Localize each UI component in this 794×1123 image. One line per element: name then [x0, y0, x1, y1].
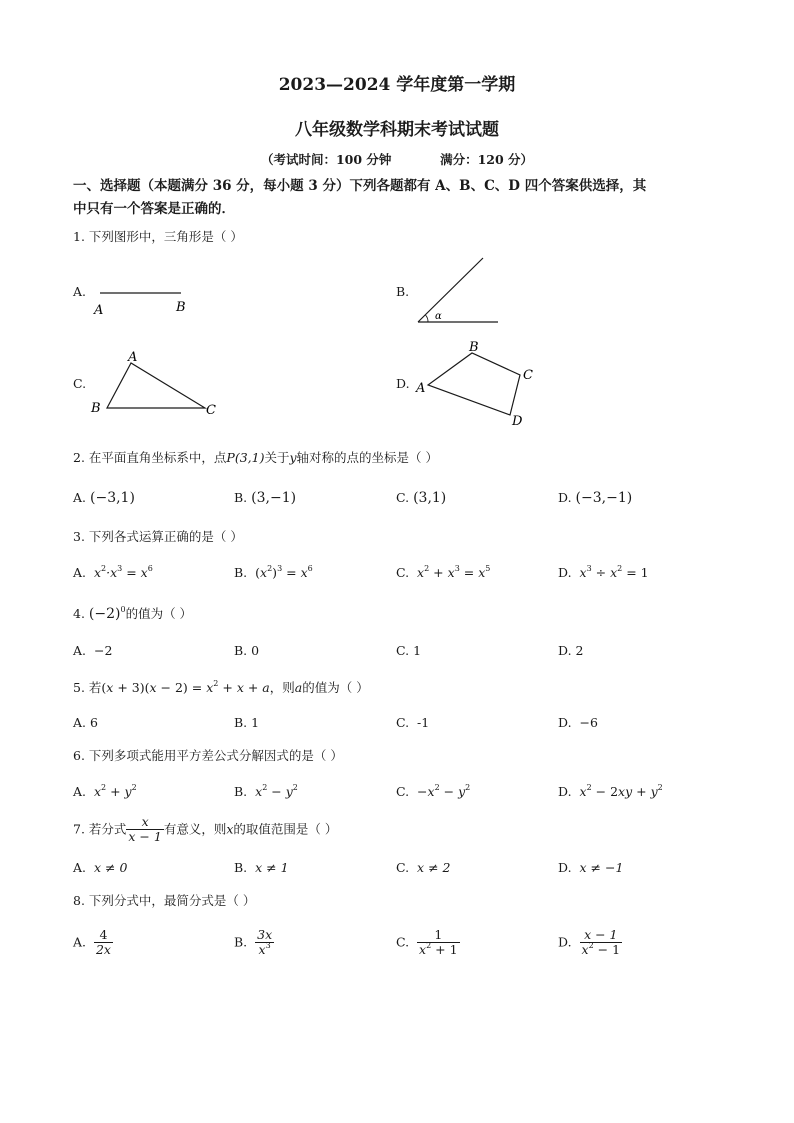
q6-option-a — [73, 784, 137, 799]
option-fraction — [580, 928, 623, 958]
option-math: $(x^2)^3 = x^6$ — [255, 564, 313, 580]
q5-option-d — [558, 715, 598, 730]
option-label: B. — [234, 715, 248, 730]
svg-text:B: B — [469, 340, 479, 355]
option-text: -1 — [417, 715, 430, 730]
q5-stem-prefix: 5. 若 — [73, 680, 102, 695]
q2-stem — [73, 448, 438, 466]
q1-option-c-label: C. — [73, 376, 87, 391]
option-label: A. — [73, 490, 87, 505]
q8-option-d — [558, 928, 622, 958]
q1-figure-quadrilateral — [412, 337, 542, 429]
fraction-denominator: $x^2 - 1$ — [581, 941, 621, 958]
exam-time: （考试时间：100 分钟 — [260, 152, 392, 167]
q8-stem: 8. 下列分式中，最简分式是（ ） — [73, 893, 256, 908]
q7-stem-mid: 有意义，则 — [163, 821, 227, 837]
q1-figure-triangle — [88, 348, 220, 420]
option-label: B. — [234, 565, 248, 580]
q3-option-a — [73, 565, 153, 580]
q8-option-a — [73, 928, 113, 958]
option-label: A. — [73, 784, 87, 799]
q5-stem-end: 的值为（ ） — [302, 680, 369, 695]
q6-option-d — [558, 784, 663, 799]
section-heading-line1: 一、选择题（本题满分 36 分，每小题 3 分）下列各题都有 A、B、C、D 四个答案供选择，其 — [73, 178, 647, 194]
option-text: x ≠ −1 — [579, 860, 624, 875]
q4-option-b — [234, 643, 259, 658]
option-text: (−3,1) — [90, 490, 135, 506]
option-text: (−3,−1) — [575, 490, 633, 506]
q3-stem: 3. 下列各式运算正确的是（ ） — [73, 529, 243, 544]
option-label: B. — [234, 784, 248, 799]
option-text: −6 — [579, 715, 598, 730]
option-fraction — [94, 928, 113, 958]
option-math: $x^2\cdot x^3 = x^6$ — [93, 564, 153, 580]
svg-text:A: A — [128, 350, 138, 365]
option-label: D. — [558, 490, 572, 505]
q5-option-c — [396, 715, 429, 730]
option-label: A. — [73, 860, 87, 875]
option-label: B. — [234, 860, 248, 875]
option-label: C. — [396, 860, 410, 875]
q4-option-d — [558, 643, 584, 658]
svg-text:A: A — [416, 381, 426, 396]
q4-option-a — [73, 643, 112, 658]
q8-option-c — [396, 928, 460, 958]
svg-text:A: A — [94, 303, 104, 318]
option-text: 1 — [251, 715, 260, 730]
q7-option-a — [73, 860, 127, 875]
q2-option-b — [234, 490, 296, 506]
option-label: D. — [558, 934, 572, 950]
q2-point: P(3,1) — [226, 450, 265, 465]
q4-number: 4. — [73, 606, 89, 621]
option-text: (3,1) — [413, 490, 447, 506]
svg-text:C: C — [206, 403, 216, 418]
q5-option-a — [73, 715, 98, 730]
q7-option-b — [234, 860, 289, 875]
option-label: C. — [396, 565, 410, 580]
svg-text:α: α — [435, 311, 442, 322]
full-score: 满分：120 分） — [440, 152, 534, 167]
q2-option-a — [73, 490, 135, 506]
option-label: C. — [396, 784, 410, 799]
option-math: $-x^2 - y^2$ — [417, 783, 471, 799]
option-label: A. — [73, 934, 87, 950]
title-exam: 八年级数学科期末考试试题 — [295, 120, 499, 140]
q7-option-d — [558, 860, 623, 875]
q3-option-d — [558, 565, 649, 580]
fraction-numerator: 4 — [94, 928, 113, 943]
q2-stem-prefix: 2. 在平面直角坐标系中，点 — [73, 450, 227, 465]
q5-stem — [73, 678, 369, 696]
option-text: x ≠ 1 — [255, 860, 289, 875]
option-label: D. — [558, 565, 572, 580]
option-text: −2 — [93, 643, 113, 658]
q4-option-c — [396, 643, 421, 658]
section-heading-line2: 中只有一个答案是正确的． — [73, 201, 235, 217]
q5-equation: $(x + 3)(x - 2) = x^2 + x + a$ — [101, 679, 270, 695]
q6-option-b — [234, 784, 298, 799]
option-label: B. — [234, 490, 248, 505]
option-text: 1 — [413, 643, 422, 658]
q1-stem: 1. 下列图形中，三角形是（ ） — [73, 229, 243, 244]
q2-option-d — [558, 490, 632, 506]
option-label: B. — [234, 934, 248, 950]
svg-text:D: D — [512, 414, 523, 429]
q1-figure-segment — [88, 283, 198, 319]
option-text: (3,−1) — [251, 490, 297, 506]
option-math: $x^2 + x^3 = x^5$ — [417, 564, 491, 580]
option-math: $x^3 \div x^2 = 1$ — [579, 564, 649, 580]
q7-stem-prefix: 7. 若分式 — [73, 821, 127, 837]
option-label: C. — [396, 934, 410, 950]
q2-option-c — [396, 490, 446, 506]
q6-stem: 6. 下列多项式能用平方差公式分解因式的是（ ） — [73, 748, 343, 763]
q7-stem — [73, 815, 337, 845]
option-math: $x^2 + y^2$ — [93, 783, 137, 799]
svg-text:B: B — [176, 300, 186, 315]
fraction-numerator: 1 — [417, 928, 460, 943]
option-label: C. — [396, 715, 410, 730]
option-label: D. — [558, 860, 572, 875]
option-label: A. — [73, 643, 87, 658]
option-label: D. — [558, 643, 572, 658]
option-label: C. — [396, 643, 410, 658]
option-label: A. — [73, 565, 87, 580]
svg-text:C: C — [523, 368, 533, 383]
svg-text:B: B — [91, 401, 101, 416]
option-text: 0 — [251, 643, 260, 658]
q1-option-b-label: B. — [396, 284, 410, 299]
q5-var: a — [294, 680, 303, 695]
option-label: D. — [558, 715, 572, 730]
option-fraction — [255, 928, 274, 958]
option-label: B. — [234, 643, 248, 658]
q5-option-b — [234, 715, 259, 730]
option-label: D. — [558, 784, 572, 799]
fraction-denominator: 2x — [95, 942, 111, 958]
option-math: $x^2 - 2xy + y^2$ — [579, 783, 663, 799]
fraction-denominator: $x^3$ — [258, 941, 271, 958]
q2-stem-suffix: 轴对称的点的坐标是（ ） — [296, 450, 439, 465]
fraction-numerator: x — [126, 815, 163, 830]
exam-info — [0, 150, 794, 168]
fraction-denominator: x − 1 — [128, 829, 162, 845]
q7-stem-suffix: 的取值范围是（ ） — [233, 821, 338, 837]
q1-option-d-label: D. — [396, 376, 410, 391]
option-text: x ≠ 2 — [417, 860, 451, 875]
q4-expression: $(-2)^0$ — [88, 605, 126, 622]
q7-option-c — [396, 860, 450, 875]
fraction-numerator: 3x — [257, 927, 273, 942]
q2-axis-var: y — [289, 450, 297, 465]
q8-option-b — [234, 928, 274, 958]
option-text: 6 — [90, 715, 98, 730]
option-text: 2 — [575, 643, 584, 658]
q1-figure-angle — [410, 254, 510, 328]
option-math: $x^2 - y^2$ — [255, 783, 298, 799]
q4-stem — [73, 604, 192, 622]
q2-stem-mid: 关于 — [264, 450, 290, 465]
q6-option-c — [396, 784, 470, 799]
option-fraction — [417, 928, 460, 958]
option-label: A. — [73, 715, 87, 730]
q5-stem-suffix: ，则 — [269, 680, 295, 695]
fraction-numerator: x − 1 — [580, 928, 623, 943]
option-text: x ≠ 0 — [93, 860, 128, 875]
q7-fraction — [126, 815, 163, 845]
q7-var: x — [226, 821, 234, 837]
title-year: 2023—2024 学年度第一学期 — [278, 75, 516, 95]
q3-option-b — [234, 565, 313, 580]
q4-stem-suffix: 的值为（ ） — [125, 606, 193, 621]
option-label: C. — [396, 490, 410, 505]
q1-option-a-label: A. — [73, 284, 87, 299]
fraction-denominator: $x^2 + 1$ — [419, 941, 458, 958]
q3-option-c — [396, 565, 490, 580]
